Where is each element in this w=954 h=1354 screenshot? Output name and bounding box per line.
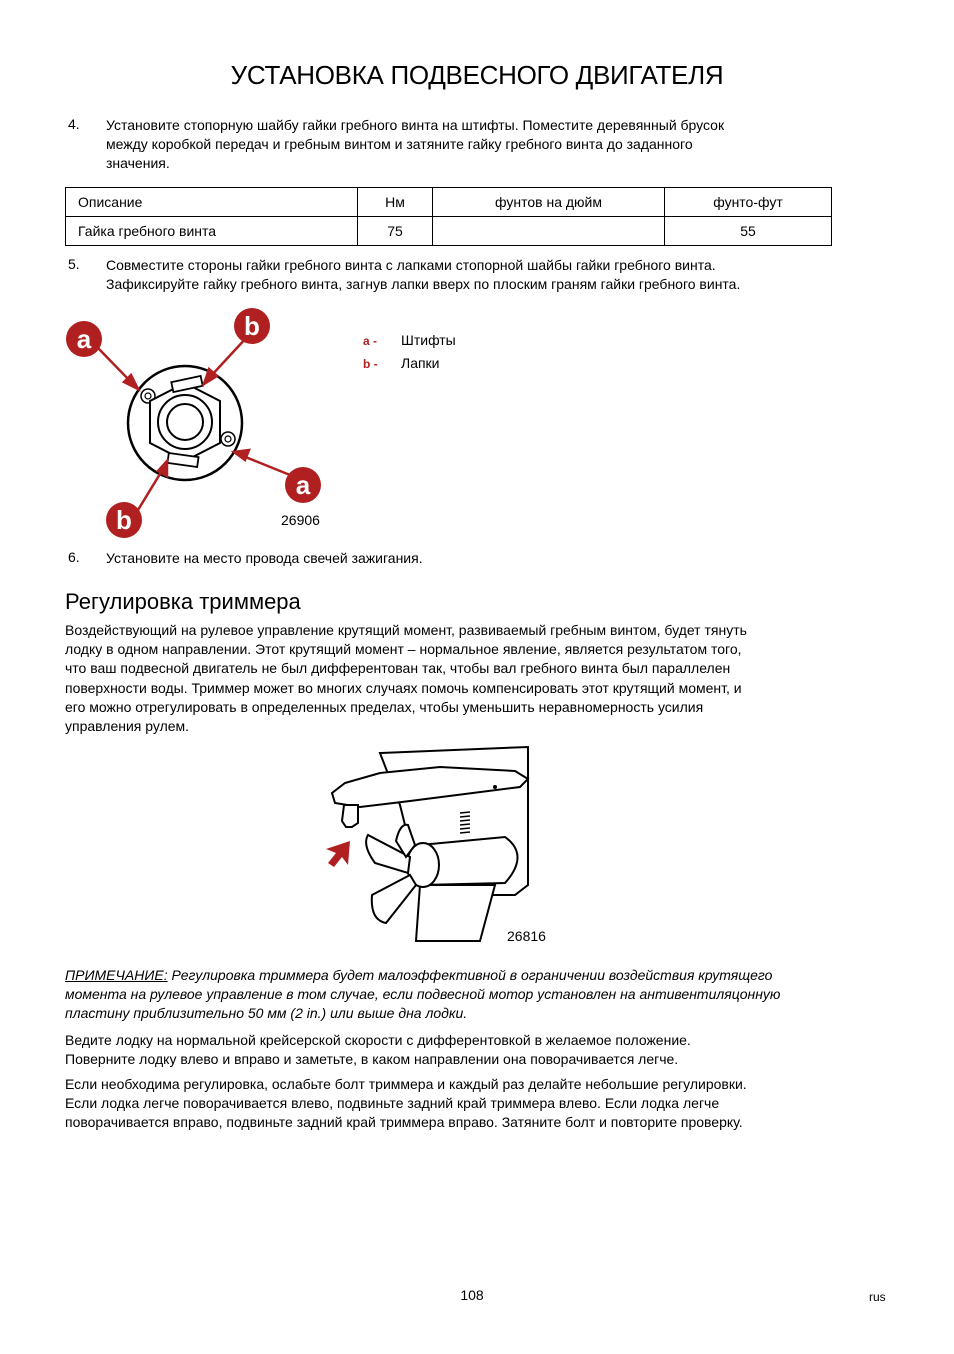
legend-key: b - bbox=[363, 357, 378, 371]
step-4-line: Установите стопорную шайбу гайки гребного винта на штифты. Поместите деревянный брусок bbox=[106, 117, 725, 133]
tab-washer-figure bbox=[60, 305, 360, 545]
table-row bbox=[66, 217, 832, 246]
paragraph-line: Ведите лодку на нормальной крейсерской скорости с дифферентовкой в желаемое положение. bbox=[65, 1032, 691, 1048]
paragraph-line: его можно отрегулировать в определенных пределах, чтобы уменьшить неравномерность усилия bbox=[65, 698, 704, 715]
page-number: 108 bbox=[460, 1287, 484, 1303]
legend-item bbox=[363, 355, 456, 378]
cell-nm: 75 bbox=[358, 217, 433, 246]
paragraph-line: лодку в одном направлении. Этот крутящий момент – нормальное явление, является результатом того, bbox=[65, 641, 742, 658]
callout-a-bottom: a bbox=[295, 470, 311, 500]
paragraph-3 bbox=[65, 1075, 905, 1133]
note-label: ПРИМЕЧАНИЕ: bbox=[65, 967, 168, 983]
page-title: УСТАНОВКА ПОДВЕСНОГО ДВИГАТЕЛЯ bbox=[230, 60, 724, 90]
legend-key: a - bbox=[363, 334, 378, 348]
legend-item bbox=[363, 332, 456, 355]
step-5-line: Зафиксируйте гайку гребного винта, загнув лапки вверх по плоским граням гайки гребного винта. bbox=[106, 276, 741, 292]
cell-lb-ft: 55 bbox=[665, 217, 832, 246]
step-5-number: 5. bbox=[68, 256, 80, 272]
step-6-text: Установите на место провода свечей зажигания. bbox=[106, 550, 423, 566]
step-5-line: Совместите стороны гайки гребного винта с лапками стопорной шайбы гайки гребного винта. bbox=[106, 257, 716, 273]
header-cell-lb-in: фунтов на дюйм bbox=[433, 188, 665, 217]
trim-tab bbox=[342, 805, 358, 827]
propeller-blade bbox=[372, 875, 416, 923]
skeg bbox=[416, 885, 495, 941]
step-5-text bbox=[106, 256, 866, 294]
note-line: момента на рулевое управление в том случае, если подвесной мотор установлен на антивентиляцонную bbox=[65, 986, 781, 1003]
step-4-line: между коробкой передач и гребным винтом и затяните гайку гребного винта до заданного bbox=[106, 136, 693, 152]
cell-lb-in bbox=[433, 217, 665, 246]
step-4-line: значения. bbox=[106, 155, 170, 171]
intro-paragraph bbox=[65, 621, 895, 736]
callout-b-bottom: b bbox=[116, 505, 132, 535]
step-6-number: 6. bbox=[68, 549, 80, 565]
legend-text: Штифты bbox=[401, 332, 456, 348]
step-4-text bbox=[106, 116, 846, 173]
cell-description: Гайка гребного винта bbox=[66, 217, 358, 246]
callout-b-top: b bbox=[244, 311, 260, 341]
paragraph-line: Если лодка легче поворачивается влево, подвиньте задний край триммера влево. Если лодка легче bbox=[65, 1095, 720, 1112]
step-4-number: 4. bbox=[68, 116, 80, 132]
note-line: пластину приблизительно 50 мм (2 in.) или выше дна лодки. bbox=[65, 1005, 468, 1022]
paragraph-2 bbox=[65, 1031, 895, 1069]
section-heading: Регулировка триммера bbox=[65, 589, 301, 614]
header-cell-description: Описание bbox=[66, 188, 358, 217]
paragraph-line: поверхности воды. Триммер может во многих случаях помочь компенсировать этот крутящий момент, и bbox=[65, 679, 742, 696]
paragraph-line: что ваш подвесной двигатель не был дифферентован так, чтобы вал гребного винта был параллелен bbox=[65, 660, 731, 677]
paragraph-line: Если необходима регулировка, ослабьте болт триммера и каждый раз делайте небольшие регулировки. bbox=[65, 1076, 747, 1092]
table-header-row bbox=[66, 188, 832, 217]
figure-1-number: 26906 bbox=[281, 512, 320, 528]
paragraph-line: Воздействующий на рулевое управление крутящий момент, развиваемый гребным винтом, будет тянуть bbox=[65, 622, 747, 638]
paragraph-line: поворачивается вправо, подвиньте задний край триммера вправо. Затяните болт и повторите проверку. bbox=[65, 1114, 743, 1131]
note-line: Регулировка триммера будет малоэффективной в ограничении воздействия крутящего bbox=[167, 967, 773, 983]
legend-text: Лапки bbox=[401, 355, 440, 371]
legend bbox=[363, 332, 456, 378]
language-code: rus bbox=[869, 1290, 886, 1304]
paragraph-line: Поверните лодку влево и вправо и заметьте, в каком направлении она поворачивается легче. bbox=[65, 1051, 679, 1068]
gearcase-figure bbox=[320, 745, 560, 950]
note-block bbox=[65, 966, 895, 1024]
header-cell-nm: Нм bbox=[358, 188, 433, 217]
figure-2-number: 26816 bbox=[507, 928, 546, 944]
torque-table bbox=[65, 187, 832, 246]
trim-tab-arrow bbox=[326, 841, 350, 867]
paragraph-line: управления рулем. bbox=[65, 718, 190, 735]
header-cell-lb-ft: фунто-фут bbox=[665, 188, 832, 217]
callout-a-top: a bbox=[76, 324, 92, 354]
pin-right bbox=[221, 432, 235, 446]
